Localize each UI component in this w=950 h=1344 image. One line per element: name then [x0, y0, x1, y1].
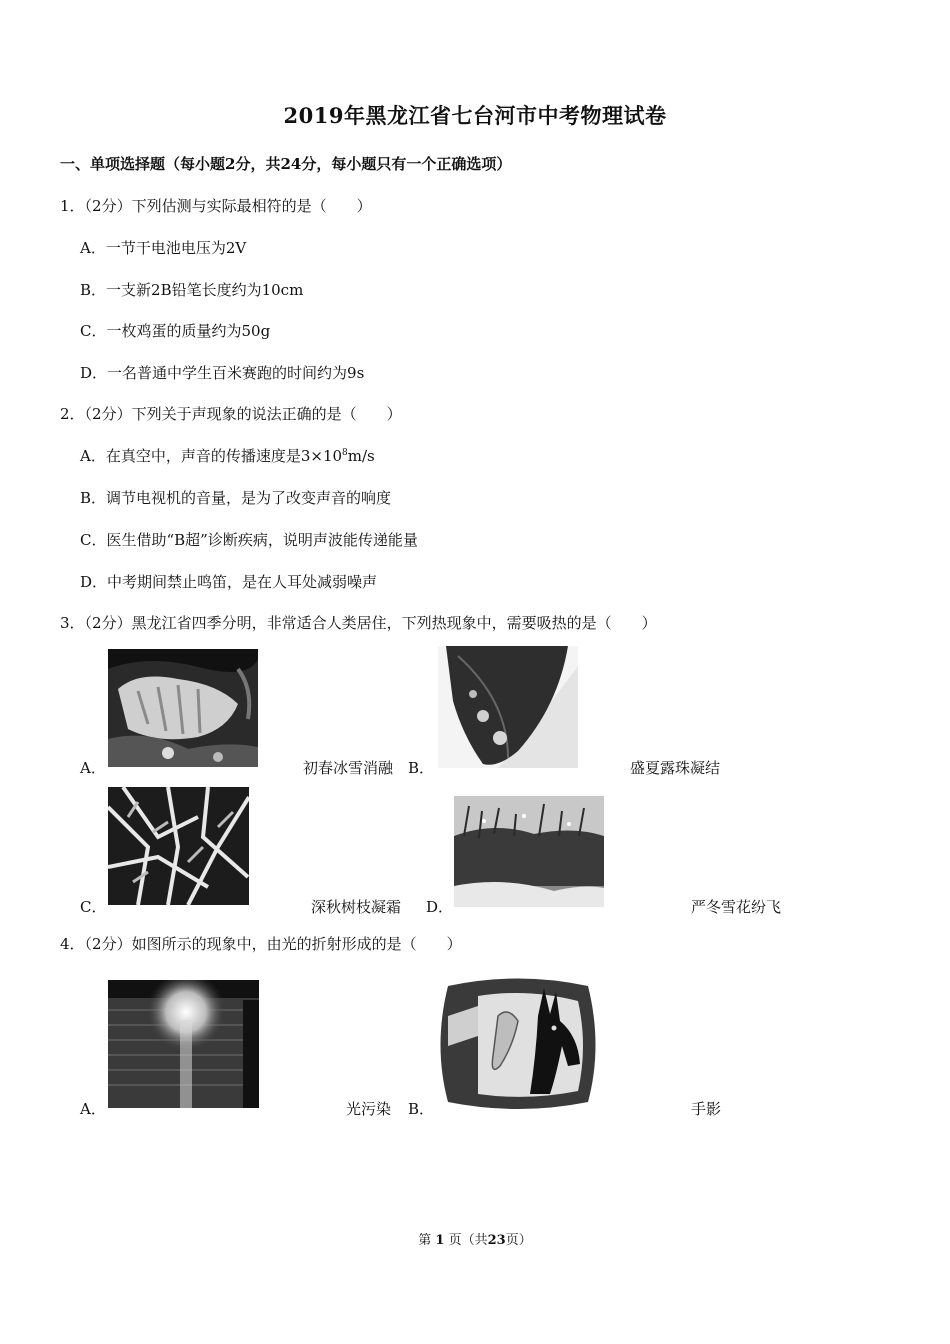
- q3-option-b-caption: 盛夏露珠凝结: [630, 759, 721, 777]
- q3-option-a-caption: 初春冰雪消融: [303, 759, 394, 777]
- q4-stem: 4．（2分）如图所示的现象中，由光的折射形成的是（ ）: [60, 935, 462, 953]
- q4-option-a-caption: 光污染: [346, 1100, 392, 1118]
- q1-stem: 1．（2分）下列估测与实际最相符的是（ ）: [60, 197, 372, 215]
- q2-stem: 2．（2分）下列关于声现象的说法正确的是（ ）: [60, 405, 402, 423]
- q4-option-b-caption: 手影: [691, 1100, 722, 1118]
- q4-option-a-label: A．: [80, 1100, 106, 1118]
- q1-option-c: C．一枚鸡蛋的质量约为50g: [80, 322, 271, 340]
- page-title: 2019年黑龙江省七台河市中考物理试卷: [283, 103, 667, 128]
- q3-option-c-label: C．: [80, 898, 107, 916]
- footer-page-number: 1: [435, 1233, 445, 1248]
- q2-option-a-exponent: 8: [342, 448, 348, 458]
- light-pollution-photo: [108, 980, 259, 1108]
- q2-option-d: D．中考期间禁止鸣笛，是在人耳处减弱噪声: [80, 573, 378, 591]
- q2-option-b: B．调节电视机的音量，是为了改变声音的响度: [80, 489, 392, 507]
- frost-branches-photo: [108, 787, 249, 905]
- q2-option-c: C．医生借助“B超”诊断疾病，说明声波能传递能量: [80, 531, 418, 549]
- q3-option-c-caption: 深秋树枝凝霜: [311, 898, 402, 916]
- q2-option-a-unit: m/s: [347, 447, 375, 465]
- q4-option-b-label: B．: [408, 1100, 435, 1118]
- page-footer: [0, 1229, 950, 1248]
- q3-option-a-label: A．: [80, 759, 106, 777]
- q3-option-b-label: B．: [408, 759, 435, 777]
- footer-prefix: 第: [418, 1233, 432, 1248]
- footer-middle: 页（共: [448, 1233, 488, 1248]
- q2-option-a: [80, 445, 375, 466]
- footer-suffix: 页）: [505, 1233, 532, 1248]
- q1-option-b: B．一支新2B铅笔长度约为10cm: [80, 281, 304, 299]
- melting-ice-photo: [108, 649, 258, 767]
- footer-total-pages: 23: [487, 1233, 506, 1248]
- q1-option-a: A．一节干电池电压为2V: [80, 239, 247, 257]
- q1-option-d: D．一名普通中学生百米赛跑的时间约为9s: [80, 364, 365, 382]
- q2-option-a-text: A．在真空中，声音的传播速度是3×10: [80, 447, 343, 465]
- q3-stem: 3．（2分）黑龙江省四季分明，非常适合人类居住，下列热现象中，需要吸热的是（ ）: [60, 614, 657, 632]
- q3-option-d-label: D．: [426, 898, 454, 916]
- q3-option-d-caption: 严冬雪花纷飞: [691, 898, 782, 916]
- hand-shadow-photo: [438, 976, 598, 1112]
- section-heading: 一、单项选择题（每小题2分，共24分，每小题只有一个正确选项）: [60, 155, 512, 173]
- snowfall-grass-photo: [454, 796, 604, 907]
- dew-drop-leaf-photo: [438, 646, 578, 768]
